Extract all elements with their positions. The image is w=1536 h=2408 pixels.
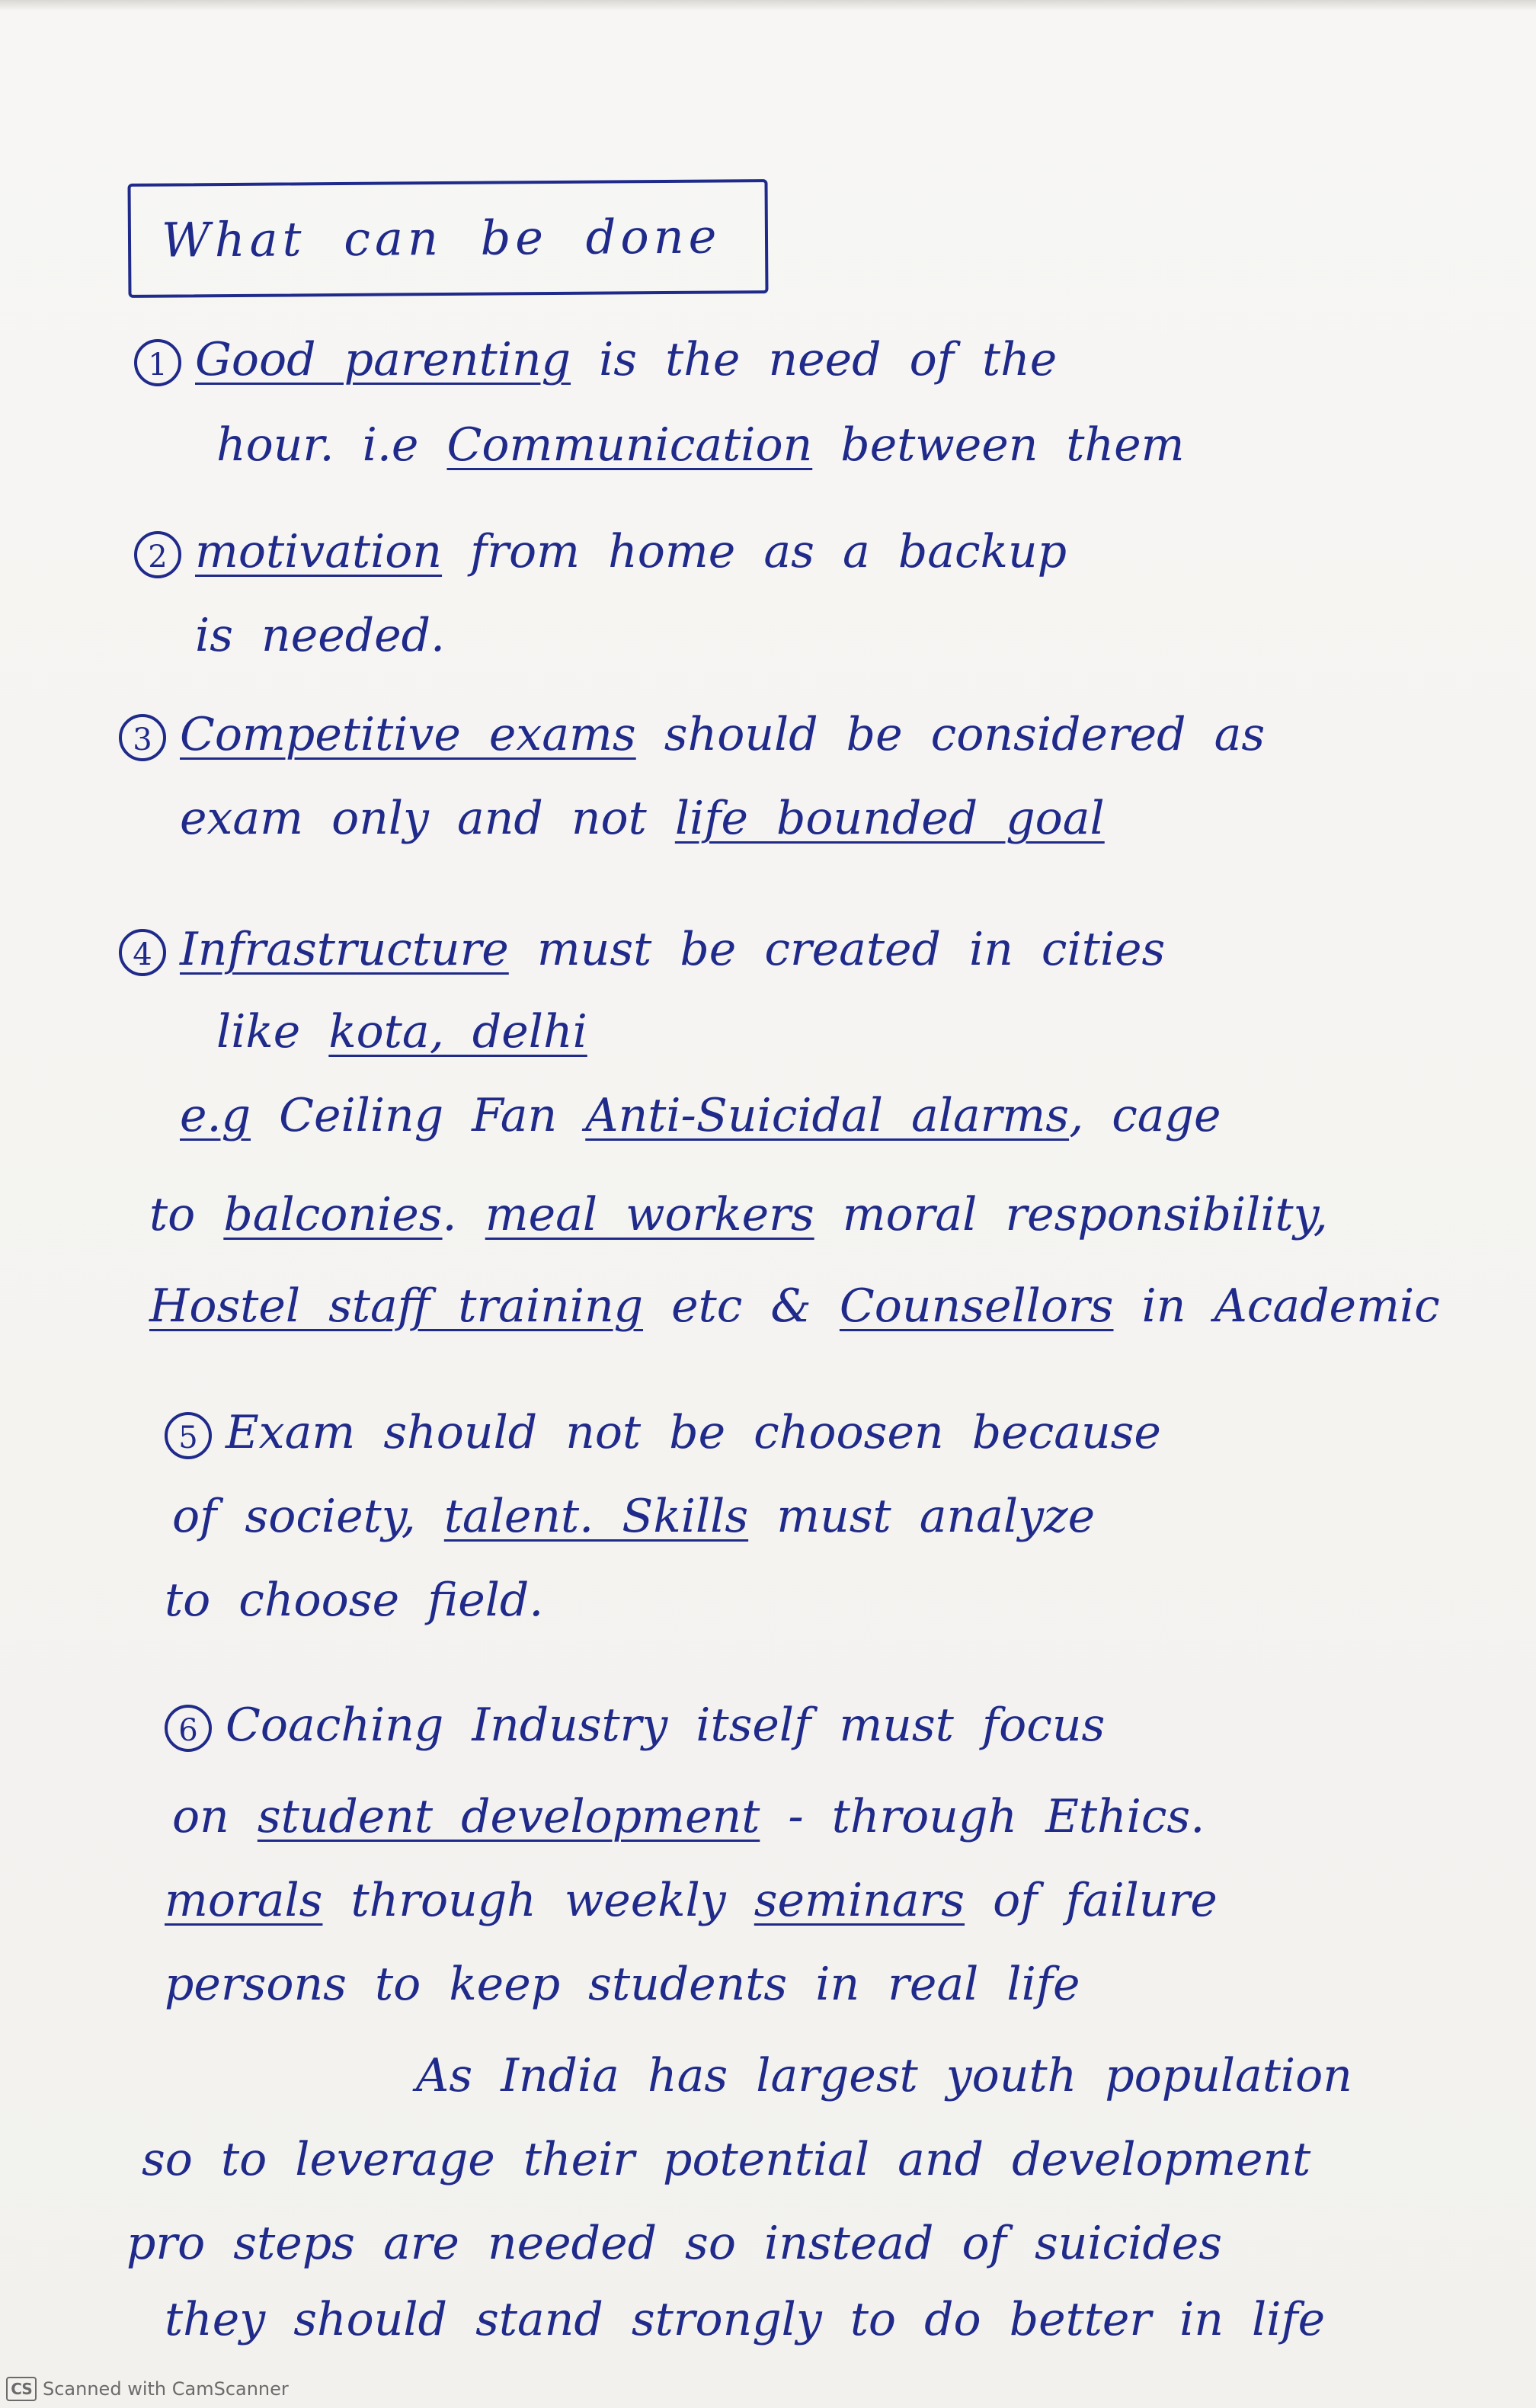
point-5-line-3 bbox=[165, 1574, 543, 1627]
point-5-text: of society, bbox=[172, 1490, 444, 1543]
point-2-text: from home as a backup bbox=[442, 525, 1067, 578]
point-3-line-1 bbox=[119, 709, 1265, 761]
point-4-number: 4 bbox=[119, 929, 166, 976]
heading-text: What can be done bbox=[161, 208, 722, 268]
point-6-text: persons to keep students in real life bbox=[165, 1958, 1080, 2011]
point-6-line-3 bbox=[165, 1875, 1218, 1927]
point-1-text: between them bbox=[812, 418, 1185, 472]
point-3-text: should be considered as bbox=[635, 708, 1266, 761]
page-top-edge bbox=[0, 0, 1536, 11]
point-5-line-2 bbox=[172, 1491, 1095, 1543]
point-4-line-1 bbox=[119, 924, 1165, 976]
point-5-text: to choose field. bbox=[165, 1574, 544, 1627]
point-6-phrase: seminars bbox=[754, 1874, 965, 1927]
point-4-phrase: kota, delhi bbox=[328, 1005, 587, 1058]
point-6-line-4 bbox=[165, 1958, 1080, 2011]
point-5-text: must analyze bbox=[748, 1490, 1096, 1543]
point-4-text: Ceiling Fan bbox=[251, 1089, 586, 1142]
point-4-text: to bbox=[149, 1188, 224, 1241]
point-1-phrase: Communication bbox=[446, 418, 813, 472]
point-1-number: 1 bbox=[134, 339, 181, 386]
point-1-line-1 bbox=[134, 334, 1057, 386]
point-3-number: 3 bbox=[119, 714, 166, 761]
point-4-phrase: Anti-Suicidal alarms bbox=[585, 1089, 1070, 1142]
point-4-text: . bbox=[442, 1188, 485, 1241]
point-6-text: Coaching Industry itself must focus bbox=[226, 1699, 1106, 1752]
point-5-text: Exam should not be choosen because bbox=[226, 1406, 1161, 1459]
point-4-extra-line-1 bbox=[180, 1090, 1221, 1142]
point-4-text: in Academic bbox=[1113, 1279, 1440, 1333]
point-3-text: exam only and not bbox=[180, 792, 675, 845]
point-4-extra-line-2 bbox=[149, 1189, 1328, 1241]
conclusion-line-4: they should stand strongly to do better in life bbox=[165, 2293, 1326, 2346]
point-2-line-1 bbox=[134, 526, 1067, 578]
point-6-number: 6 bbox=[165, 1705, 212, 1752]
point-4-text: etc & bbox=[643, 1279, 840, 1333]
point-4-text: like bbox=[216, 1005, 329, 1058]
point-6-text: on bbox=[172, 1790, 258, 1843]
scanner-watermark bbox=[6, 2376, 289, 2402]
point-4-phrase: balconies bbox=[223, 1188, 443, 1241]
point-2-text: is needed. bbox=[195, 609, 446, 662]
point-4-phrase: meal workers bbox=[485, 1188, 814, 1241]
point-4-phrase: Infrastructure bbox=[180, 923, 509, 976]
point-6-line-1 bbox=[165, 1699, 1105, 1752]
point-4-text: , cage bbox=[1069, 1089, 1221, 1142]
point-4-phrase: Hostel staff training bbox=[149, 1279, 644, 1333]
point-1-phrase: Good parenting bbox=[195, 333, 571, 386]
point-5-line-1 bbox=[165, 1407, 1161, 1459]
watermark-text: Scanned with CamScanner bbox=[43, 2378, 289, 2400]
point-5-number: 5 bbox=[165, 1412, 212, 1459]
point-6-phrase: morals bbox=[165, 1874, 323, 1927]
point-1-line-2 bbox=[216, 419, 1185, 472]
point-6-text: of failure bbox=[965, 1874, 1218, 1927]
point-2-phrase: motivation bbox=[195, 525, 443, 578]
point-4-phrase: e.g bbox=[180, 1089, 251, 1142]
point-2-line-2 bbox=[195, 610, 445, 662]
point-6-line-2 bbox=[172, 1791, 1205, 1843]
point-6-text: through weekly bbox=[322, 1874, 754, 1927]
point-3-line-2 bbox=[180, 793, 1105, 845]
conclusion-line-2: so to leverage their potential and development bbox=[142, 2133, 1311, 2186]
point-5-phrase: talent. Skills bbox=[443, 1490, 749, 1543]
point-4-text: moral responsibility, bbox=[814, 1188, 1328, 1241]
point-6-text: - through Ethics. bbox=[760, 1790, 1205, 1843]
point-4-extra-line-3 bbox=[149, 1280, 1440, 1333]
conclusion-line-3: pro steps are needed so instead of suicides bbox=[126, 2217, 1223, 2270]
conclusion-line-1: As India has largest youth population bbox=[416, 2049, 1352, 2102]
point-1-text: hour. i.e bbox=[216, 418, 447, 472]
point-6-phrase: student development bbox=[257, 1790, 760, 1843]
point-4-phrase: Counsellors bbox=[839, 1279, 1114, 1333]
heading-box bbox=[127, 179, 768, 298]
point-1-text: is the need of the bbox=[571, 333, 1058, 386]
point-4-text: must be created in cities bbox=[508, 923, 1166, 976]
point-2-number: 2 bbox=[134, 531, 181, 578]
point-3-phrase: Competitive exams bbox=[180, 708, 636, 761]
point-3-phrase: life bounded goal bbox=[674, 792, 1105, 845]
camscanner-logo-icon: CS bbox=[6, 2377, 37, 2401]
point-4-line-2 bbox=[216, 1006, 587, 1058]
